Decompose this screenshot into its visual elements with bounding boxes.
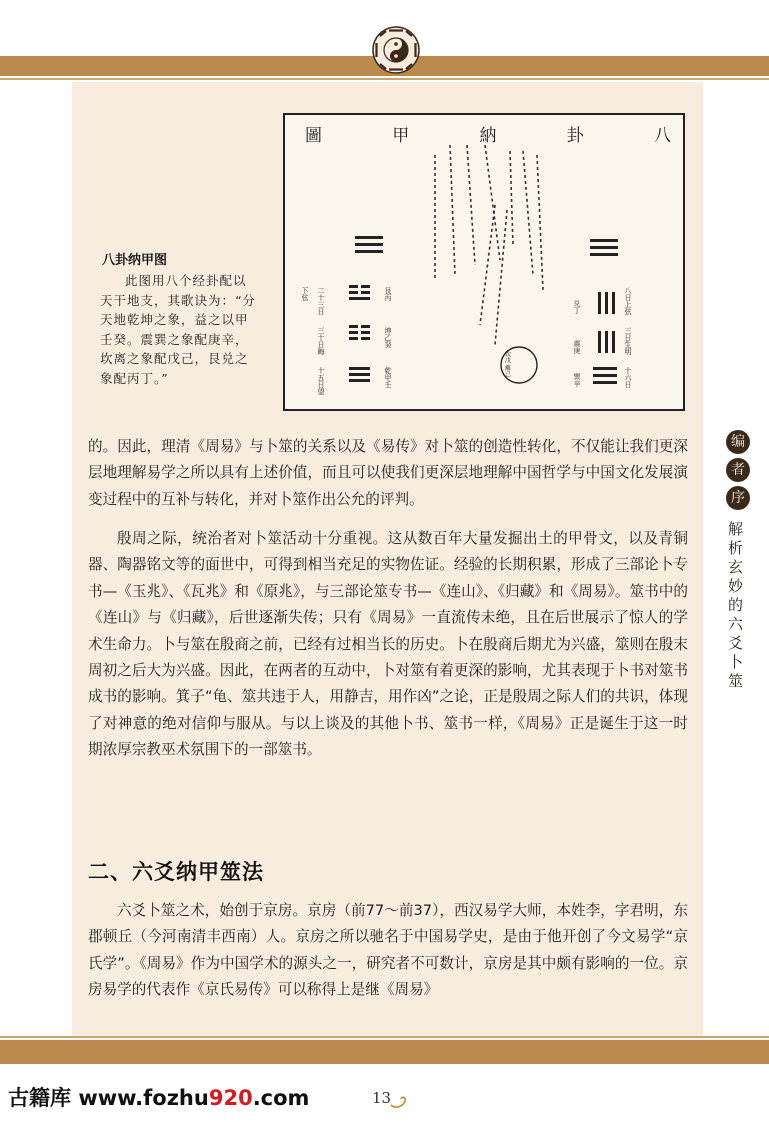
label-23: 二十三日 bbox=[317, 287, 325, 315]
trigram-zhen-icon bbox=[598, 331, 615, 353]
label-qian: 乾甲壬 bbox=[384, 367, 392, 388]
label-gen: 艮丙 bbox=[384, 287, 392, 301]
footer-url-suffix: .com bbox=[252, 1086, 310, 1110]
swirl-ornament-icon bbox=[389, 1093, 411, 1109]
label-3: 三日生明 bbox=[624, 327, 632, 355]
bagua-najia-figure bbox=[283, 113, 685, 411]
label-kanli: 坎戊 離己 bbox=[503, 351, 511, 377]
label-15: 十五日望 bbox=[317, 367, 325, 395]
figure-drawing bbox=[285, 115, 683, 409]
bagua-yin-yang-icon bbox=[372, 26, 420, 74]
header-band-line bbox=[0, 78, 769, 80]
trigram-right-top-icon bbox=[590, 239, 618, 256]
paragraph-1: 的。因此，理清《周易》与卜筮的关系以及《易传》对卜筮的创造性转化，不仅能让我们更深层地理解易学之所以具有上述价值，而且可以使我们更深层地理解中国哲学与中国文化发展演变过程中的互补与转化，并对卜筮作出公允的评判。 bbox=[88, 438, 688, 508]
chapter-side-tab bbox=[718, 430, 758, 691]
figure-caption-title: 八卦纳甲图 bbox=[102, 253, 168, 268]
label-xiaxian: 下弦 bbox=[301, 287, 309, 301]
footer-site-name: 古籍库 bbox=[8, 1086, 71, 1110]
side-circle-2: 者 bbox=[726, 458, 750, 482]
figure-title-char: 圖 bbox=[305, 126, 322, 146]
trigram-gen-icon bbox=[349, 285, 370, 300]
figure-title-char: 八 bbox=[654, 126, 671, 146]
paragraph-2: 殷周之际，统治者对卜筮活动十分重视。这从数百年大量发掘出土的甲骨文，以及青铜器、陶器铭文等的面世中，可得到相当充足的实物佐证。经验的长期积累，形成了三部论卜专书—《玉兆》、《瓦兆》和《原兆》，与三部论筮专书—《连山》、《归藏》和《周易》。筮书中的《连山》与《归藏》，后世逐渐失传；只有《周易》一直流传未绝，且在后世展示了惊人的学术生命力。卜与筮在殷商之前，已经有过相当长的历史。卜在殷商后期尤为兴盛，筮则在殷末周初之后大为兴盛。因此，在两者的互动中，卜对筮有着更深的影响，尤其表现于卜书对筮书成书的影响。箕子“龟、筮共违于人，用静吉，用作凶”之论，正是殷周之际人们的共识，体现了对神意的绝对信仰与服从。与以上谈及的其他卜书、筮书一样，《周易》正是诞生于这一时期浓厚宗教巫术氛围下的一部筮书。 bbox=[88, 530, 688, 759]
figure-title-char: 甲 bbox=[392, 126, 410, 146]
label-dui: 兑丁 bbox=[573, 300, 581, 314]
footer-watermark bbox=[8, 1082, 309, 1112]
label-8: 八日上弦 bbox=[624, 287, 632, 315]
label-16: 十六日 bbox=[624, 367, 632, 388]
side-chapter-title: 解析玄妙的六爻卜筮 bbox=[728, 520, 744, 690]
footer-url-prefix: www.fozhu bbox=[78, 1086, 209, 1110]
footer-band-line bbox=[0, 1036, 769, 1038]
trigram-qian-icon bbox=[349, 367, 370, 382]
paragraph-3: 六爻卜筮之术，始创于京房。京房（前77～前37），西汉易学大师，本姓李，字君明，东郡顿丘（今河南清丰西南）人。京房之所以驰名于中国易学史，是由于他开创了今文易学“京氏学”。《周易》作为中国学术的源头之一，研究者不可数计，京房是其中颇有影响的一位。京房易学的代表作《京氏易传》可以称得上是继《周易》 bbox=[88, 902, 688, 999]
side-circle-1: 编 bbox=[726, 430, 750, 454]
label-kun: 坤乙癸 bbox=[384, 327, 392, 348]
figure-title-char: 納 bbox=[479, 126, 497, 146]
trigram-xun-icon bbox=[593, 367, 617, 384]
figure-title-char: 卦 bbox=[566, 126, 584, 146]
label-30: 三十日晦 bbox=[317, 327, 325, 355]
side-circle-3: 序 bbox=[726, 486, 750, 510]
label-zhen: 震庚 bbox=[573, 340, 581, 354]
label-xun: 巽辛 bbox=[573, 373, 581, 387]
trigram-left-top-icon bbox=[355, 236, 383, 253]
section-heading: 二、六爻纳甲筮法 bbox=[88, 860, 264, 884]
trigram-kun-icon bbox=[349, 325, 370, 340]
figure-labels bbox=[301, 287, 633, 395]
page-number: 13 bbox=[372, 1089, 392, 1107]
figure-caption-body: 此图用八个经卦配以天干地支，其歌诀为：“分天地乾坤之象，益之以甲壬癸。震巽之象配庚辛，坎离之象配戊己，艮兑之象配丙丁。” bbox=[100, 273, 256, 386]
footer-band bbox=[0, 1040, 769, 1064]
footer-url-number: 920 bbox=[208, 1086, 253, 1110]
trigram-dui-icon bbox=[598, 292, 615, 314]
